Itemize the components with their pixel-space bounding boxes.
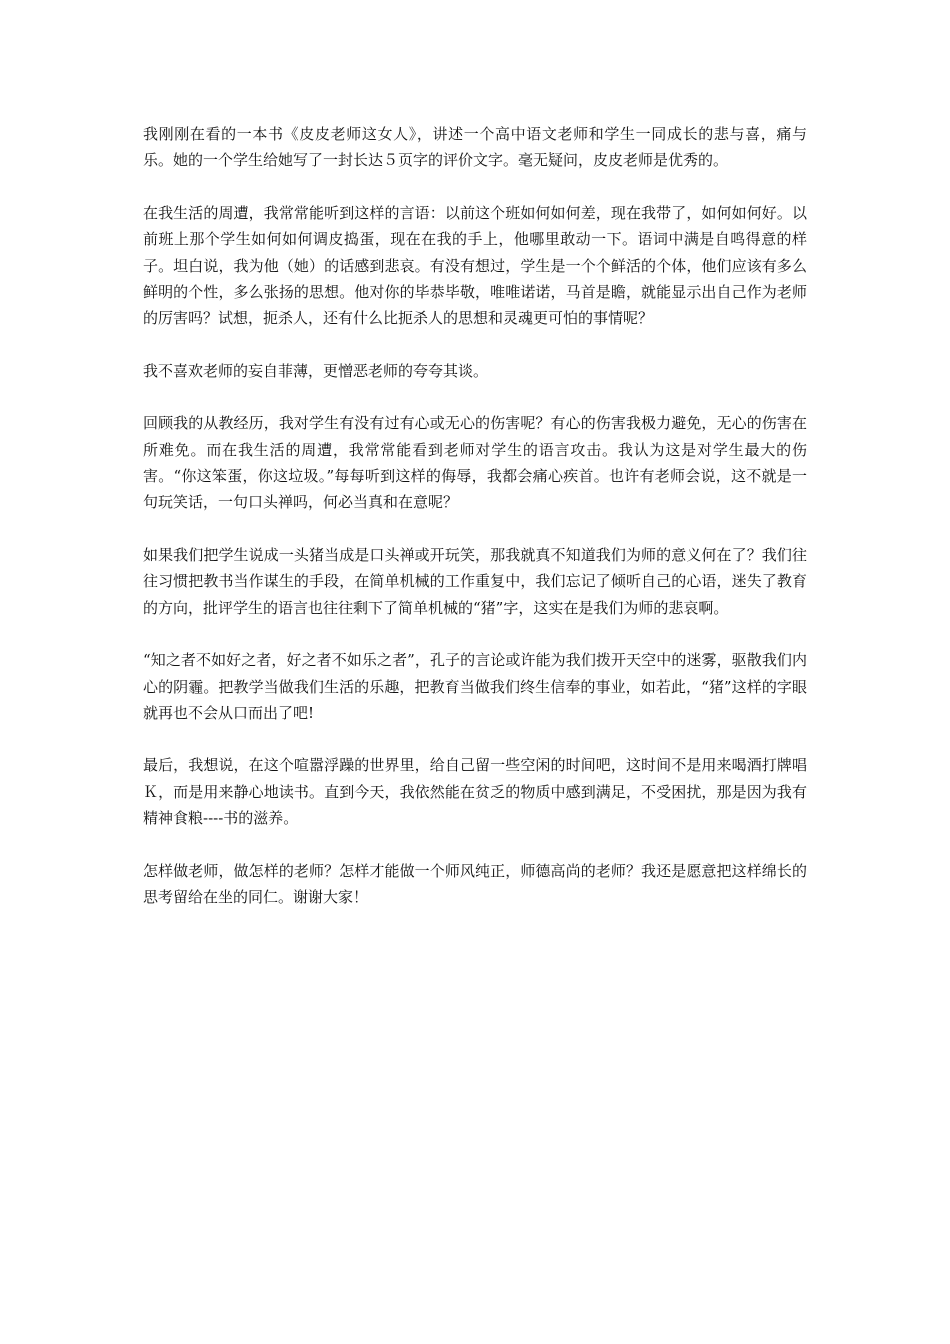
paragraph-6: “知之者不如好之者，好之者不如乐之者”，孔子的言论或许能为我们拨开天空中的迷雾，驱散我们内心的阴霾。把教学当做我们生活的乐趣，把教育当做我们终生信奉的事业，如若此，“猪”这样的字眼就再也不会从口而出了吧! <box>143 651 807 722</box>
paragraph-3: 我不喜欢老师的妄自菲薄，更憎恶老师的夸夸其谈。 <box>143 361 489 380</box>
paragraph-2: 在我生活的周遭，我常常能听到这样的言语：以前这个班如何如何差，现在我带了，如何如何好。以前班上那个学生如何如何调皮捣蛋，现在在我的手上，他哪里敢动一下。语词中满是自鸣得意的样子。坦白说，我为他（她）的话感到悲哀。有没有想过，学生是一个个鲜活的个体，他们应该有多么鲜明的个性，多么张扬的思想。他对你的毕恭毕敬，唯唯诺诺，马首是瞻，就能显示出自己作为老师的厉害吗？试想，扼杀人，还有什么比扼杀人的思想和灵魂更可怕的事情呢？ <box>143 203 807 328</box>
paragraph-7: 最后，我想说，在这个喧嚣浮躁的世界里，给自己留一些空闲的时间吧，这时间不是用来喝酒打牌唱Ｋ，而是用来静心地读书。直到今天，我依然能在贫乏的物质中感到满足，不受困扰，那是因为我有精神食粮----书的滋养。 <box>143 756 807 828</box>
document-body <box>143 121 807 936</box>
paragraph-8: 怎样做老师，做怎样的老师？怎样才能做一个师风纯正，师德高尚的老师？我还是愿意把这样绵长的思考留给在坐的同仁。谢谢大家！ <box>143 861 807 906</box>
paragraph-5: 如果我们把学生说成一头猪当成是口头禅或开玩笑，那我就真不知道我们为师的意义何在了？我们往往习惯把教书当作谋生的手段，在简单机械的工作重复中，我们忘记了倾听自己的心语，迷失了教育的方向，批评学生的语言也往往剩下了简单机械的“猪”字，这实在是我们为师的悲哀啊。 <box>143 545 807 617</box>
paragraph-1: 我刚刚在看的一本书《皮皮老师这女人》，讲述一个高中语文老师和学生一同成长的悲与喜，痛与乐。她的一个学生给她写了一封长达５页字的评价文字。毫无疑问，皮皮老师是优秀的。 <box>143 125 807 170</box>
paragraph-4: 回顾我的从教经历，我对学生有没有过有心或无心的伤害呢？有心的伤害我极力避免，无心的伤害在所难免。而在我生活的周遭，我常常能看到老师对学生的语言攻击。我认为这是对学生最大的伤害。“你这笨蛋，你这垃圾。”每每听到这样的侮辱，我都会痛心疾首。也许有老师会说，这不就是一句玩笑话，一句口头禅吗，何必当真和在意呢？ <box>143 414 807 512</box>
